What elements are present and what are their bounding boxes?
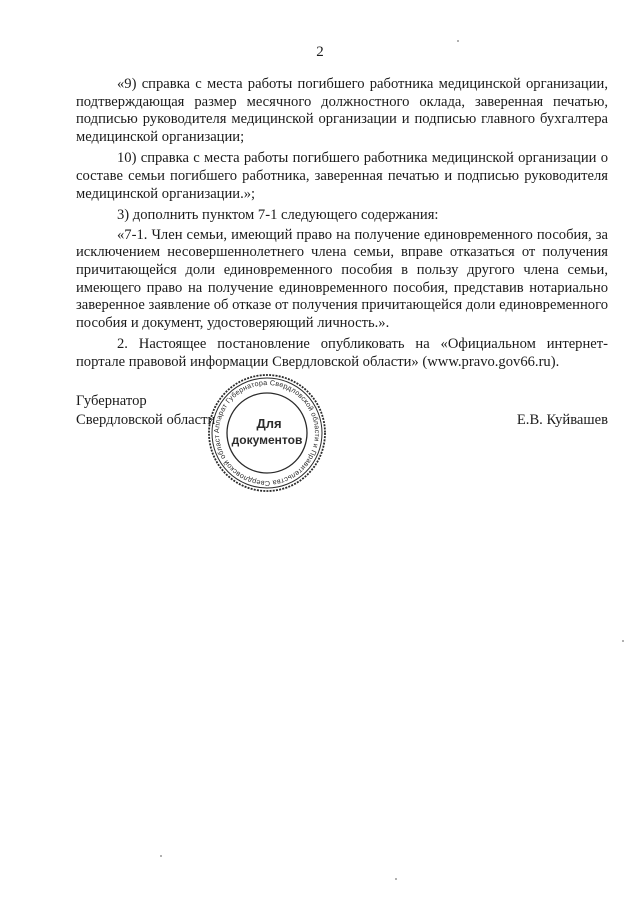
paragraph-amendment-3: 3) дополнить пунктом 7-1 следующего содержания: (117, 207, 439, 224)
scan-speck (160, 855, 162, 857)
signatory-title-line-2: Свердловской области (76, 412, 216, 428)
stamp-ring-text: Аппарат Губернатора Свердловской области и Правительства Свердловской област (211, 377, 323, 489)
signatory-title-line-1: Губернатор (76, 393, 147, 409)
paragraph-publication: 2. Настоящее постановление опубликовать на «Официальном интернет-портале правовой информации Свердловской области» (www.pravo.gov66.ru). (76, 336, 608, 370)
page-number: 2 (316, 44, 324, 60)
paragraph-item-7-1: «7-1. Член семьи, имеющий право на получение единовременного пособия, за исключением несовершеннолетнего члена семьи, вправе отказаться от получения причитающейся доли единовременного пособия в пользу другого члена семьи, имеющего право на получение единовременного пособия, представив нотариально заверенное заявление об отказе от получения причитающейся доли единовременного пособия и документ, удостоверяющий личность.». (76, 226, 608, 331)
scan-speck (395, 878, 397, 880)
paragraph-item-9: «9) справка с места работы погибшего работника медицинской организации, подтверждающая размер месячного должностного оклада, заверенная печатью, подписью руководителя медицинской организации и подписью главного бухгалтера медицинской организации; (76, 76, 608, 145)
stamp-seal-icon (206, 372, 328, 494)
official-stamp (206, 372, 328, 494)
document-body (76, 76, 608, 376)
paragraph-item-10: 10) справка с места работы погибшего работника медицинской организации о составе семьи погибшего работника, заверенная печатью и подписью руководителя медицинской организации.»; (76, 150, 608, 202)
stamp-center-line-2: документов (231, 433, 303, 447)
signatory-title (76, 392, 215, 430)
stamp-center-line-1: Для (256, 416, 282, 431)
signatory-name: Е.В. Куйвашев (516, 412, 608, 428)
scan-speck (622, 640, 624, 642)
scan-speck (457, 40, 459, 42)
